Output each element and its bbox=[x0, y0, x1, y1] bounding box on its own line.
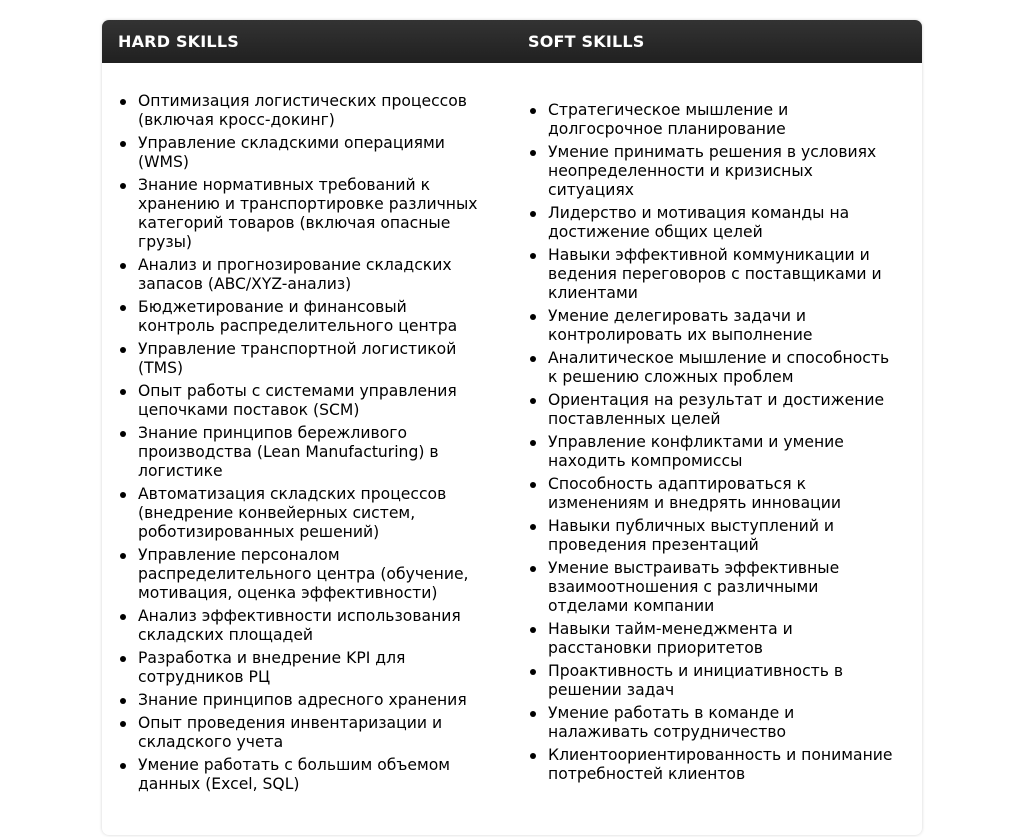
list-item: Лидерство и мотивация команды на достижение общих целей bbox=[528, 204, 894, 242]
hard-skills-list bbox=[118, 92, 484, 798]
soft-skills-list bbox=[528, 101, 894, 788]
list-item: Оптимизация логистических процессов (включая кросс-докинг) bbox=[118, 92, 484, 130]
list-item: Опыт работы с системами управления цепочками поставок (SCM) bbox=[118, 382, 484, 420]
list-item: Проактивность и инициативность в решении задач bbox=[528, 662, 894, 700]
list-item: Знание принципов адресного хранения bbox=[118, 691, 484, 710]
hard-skills-heading: HARD SKILLS bbox=[118, 32, 239, 51]
list-item: Аналитическое мышление и способность к решению сложных проблем bbox=[528, 349, 894, 387]
list-item: Анализ эффективности использования складских площадей bbox=[118, 607, 484, 645]
list-item: Способность адаптироваться к изменениям и внедрять инновации bbox=[528, 475, 894, 513]
list-item: Управление персоналом распределительного центра (обучение, мотивация, оценка эффективности) bbox=[118, 546, 484, 603]
list-item: Управление транспортной логистикой (TMS) bbox=[118, 340, 484, 378]
list-item: Разработка и внедрение KPI для сотрудников РЦ bbox=[118, 649, 484, 687]
list-item: Навыки тайм-менеджмента и расстановки приоритетов bbox=[528, 620, 894, 658]
list-item: Управление конфликтами и умение находить компромиссы bbox=[528, 433, 894, 471]
soft-skills-heading: SOFT SKILLS bbox=[528, 32, 645, 51]
skills-table bbox=[102, 20, 922, 835]
list-item: Анализ и прогнозирование складских запасов (ABC/XYZ-анализ) bbox=[118, 256, 484, 294]
list-item: Бюджетирование и финансовый контроль распределительного центра bbox=[118, 298, 484, 336]
list-item: Умение работать в команде и налаживать сотрудничество bbox=[528, 704, 894, 742]
list-item: Умение делегировать задачи и контролировать их выполнение bbox=[528, 307, 894, 345]
list-item: Ориентация на результат и достижение поставленных целей bbox=[528, 391, 894, 429]
list-item: Умение выстраивать эффективные взаимоотношения с различными отделами компании bbox=[528, 559, 894, 616]
list-item: Умение принимать решения в условиях неопределенности и кризисных ситуациях bbox=[528, 143, 894, 200]
list-item: Стратегическое мышление и долгосрочное планирование bbox=[528, 101, 894, 139]
list-item: Навыки публичных выступлений и проведения презентаций bbox=[528, 517, 894, 555]
table-header bbox=[102, 20, 922, 63]
list-item: Знание принципов бережливого производства (Lean Manufacturing) в логистике bbox=[118, 424, 484, 481]
list-item: Опыт проведения инвентаризации и складского учета bbox=[118, 714, 484, 752]
list-item: Управление складскими операциями (WMS) bbox=[118, 134, 484, 172]
list-item: Навыки эффективной коммуникации и ведения переговоров с поставщиками и клиентами bbox=[528, 246, 894, 303]
list-item: Знание нормативных требований к хранению и транспортировке различных категорий товаров (включая опасные грузы) bbox=[118, 176, 484, 252]
list-item: Умение работать с большим объемом данных (Excel, SQL) bbox=[118, 756, 484, 794]
list-item: Автоматизация складских процессов (внедрение конвейерных систем, роботизированных решений) bbox=[118, 485, 484, 542]
list-item: Клиентоориентированность и понимание потребностей клиентов bbox=[528, 746, 894, 784]
